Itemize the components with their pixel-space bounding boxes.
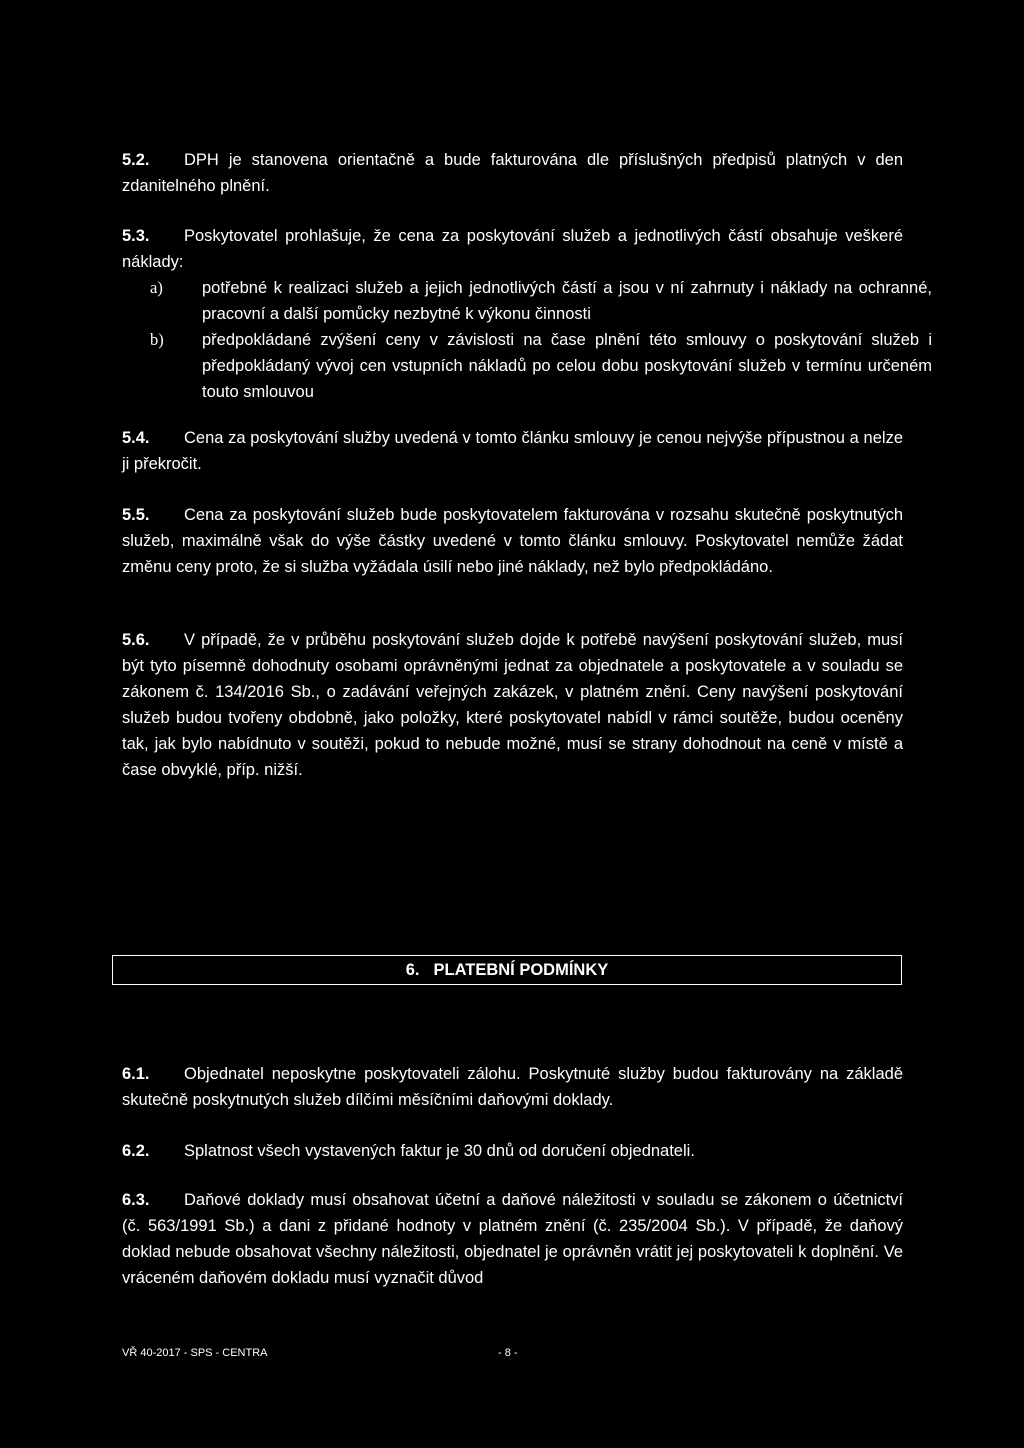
footer-reference: VŘ 40-2017 - SPS - CENTRA — [122, 1347, 268, 1359]
clause-text: V případě, že v průběhu poskytování služeb dojde k potřebě navýšení poskytování služeb, musí být tyto písemně dohodnuty osobami oprávněnými jednat za objednatele a poskytovatele a v souladu se zákonem č. 134/2016 Sb., o zadávání veřejných zakázek, v platném znění. Ceny navýšení poskytování služeb budou tvořeny obdobně, jako položky, které poskytovatel nabídl v rámci soutěže, budou oceněny tak, jak bylo nabídnuto v soutěži, pokud to nebude možné, musí se strany dohodnout na ceně v místě a čase obvyklé, příp. nižší. — [122, 631, 903, 779]
clause-number: 5.3. — [122, 227, 150, 245]
section-title: PLATEBNÍ PODMÍNKY — [433, 961, 609, 979]
page-number: - 8 - — [498, 1347, 518, 1359]
clause-5-4 — [122, 425, 903, 477]
list-item-text: potřebné k realizaci služeb a jejich jednotlivých částí a jsou v ní zahrnuty i náklady na ochranné, pracovní a další pomůcky nezbytné k výkonu činnosti — [202, 279, 932, 323]
clause-number: 5.5. — [122, 506, 150, 524]
clause-text: Poskytovatel prohlašuje, že cena za poskytování služeb a jednotlivých částí obsahuje veškeré náklady: — [122, 227, 903, 271]
list-marker: a) — [150, 278, 163, 297]
section-heading-box — [112, 955, 902, 985]
clause-text: DPH je stanovena orientačně a bude fakturována dle příslušných předpisů platných v den zdanitelného plnění. — [122, 151, 903, 195]
clause-number: 6.3. — [122, 1191, 150, 1209]
clause-number: 6.2. — [122, 1142, 150, 1160]
clause-number: 5.4. — [122, 429, 150, 447]
clause-text: Splatnost všech vystavených faktur je 30 dnů od doručení objednateli. — [184, 1142, 695, 1160]
list-item-text: předpokládané zvýšení ceny v závislosti na čase plnění této smlouvy o poskytování služeb i předpokládaný vývoj cen vstupních nákladů po celou dobu poskytování služeb v termínu určeném touto smlouvou — [202, 331, 932, 401]
clause-text: Cena za poskytování služeb bude poskytovatelem fakturována v rozsahu skutečně poskytnutých služeb, maximálně však do výše částky uvedené v tomto článku smlouvy. Poskytovatel nemůže žádat změnu ceny proto, že si služba vyžádala úsilí nebo jiné náklady, než bylo předpokládáno. — [122, 506, 903, 576]
clause-6-3 — [122, 1187, 903, 1291]
clause-number: 6.1. — [122, 1065, 150, 1083]
clause-number: 5.2. — [122, 151, 150, 169]
clause-5-5 — [122, 502, 903, 580]
clause-6-1 — [122, 1061, 903, 1113]
clause-text: Daňové doklady musí obsahovat účetní a daňové náležitosti v souladu se zákonem o účetnictví (č. 563/1991 Sb.) a dani z přidané hodnoty v platném znění (č. 235/2004 Sb.). V případě, že daňový doklad nebude obsahovat všechny náležitosti, objednatel je oprávněn vrátit jej poskytovateli k doplnění. Ve vráceném daňovém dokladu musí vyznačit důvod — [122, 1191, 903, 1287]
clause-5-6 — [122, 627, 903, 783]
clause-5-2 — [122, 147, 903, 199]
clause-text: Cena za poskytování služby uvedená v tomto článku smlouvy je cenou nejvýše přípustnou a nelze ji překročit. — [122, 429, 903, 473]
clause-text: Objednatel neposkytne poskytovateli zálohu. Poskytnuté služby budou fakturovány na základě skutečně poskytnutých služeb dílčími měsíčními daňovými doklady. — [122, 1065, 903, 1109]
list-marker: b) — [150, 330, 164, 349]
clause-number: 5.6. — [122, 631, 150, 649]
clause-5-3 — [122, 223, 903, 275]
clause-6-2 — [122, 1138, 903, 1164]
section-number: 6. — [405, 961, 420, 979]
